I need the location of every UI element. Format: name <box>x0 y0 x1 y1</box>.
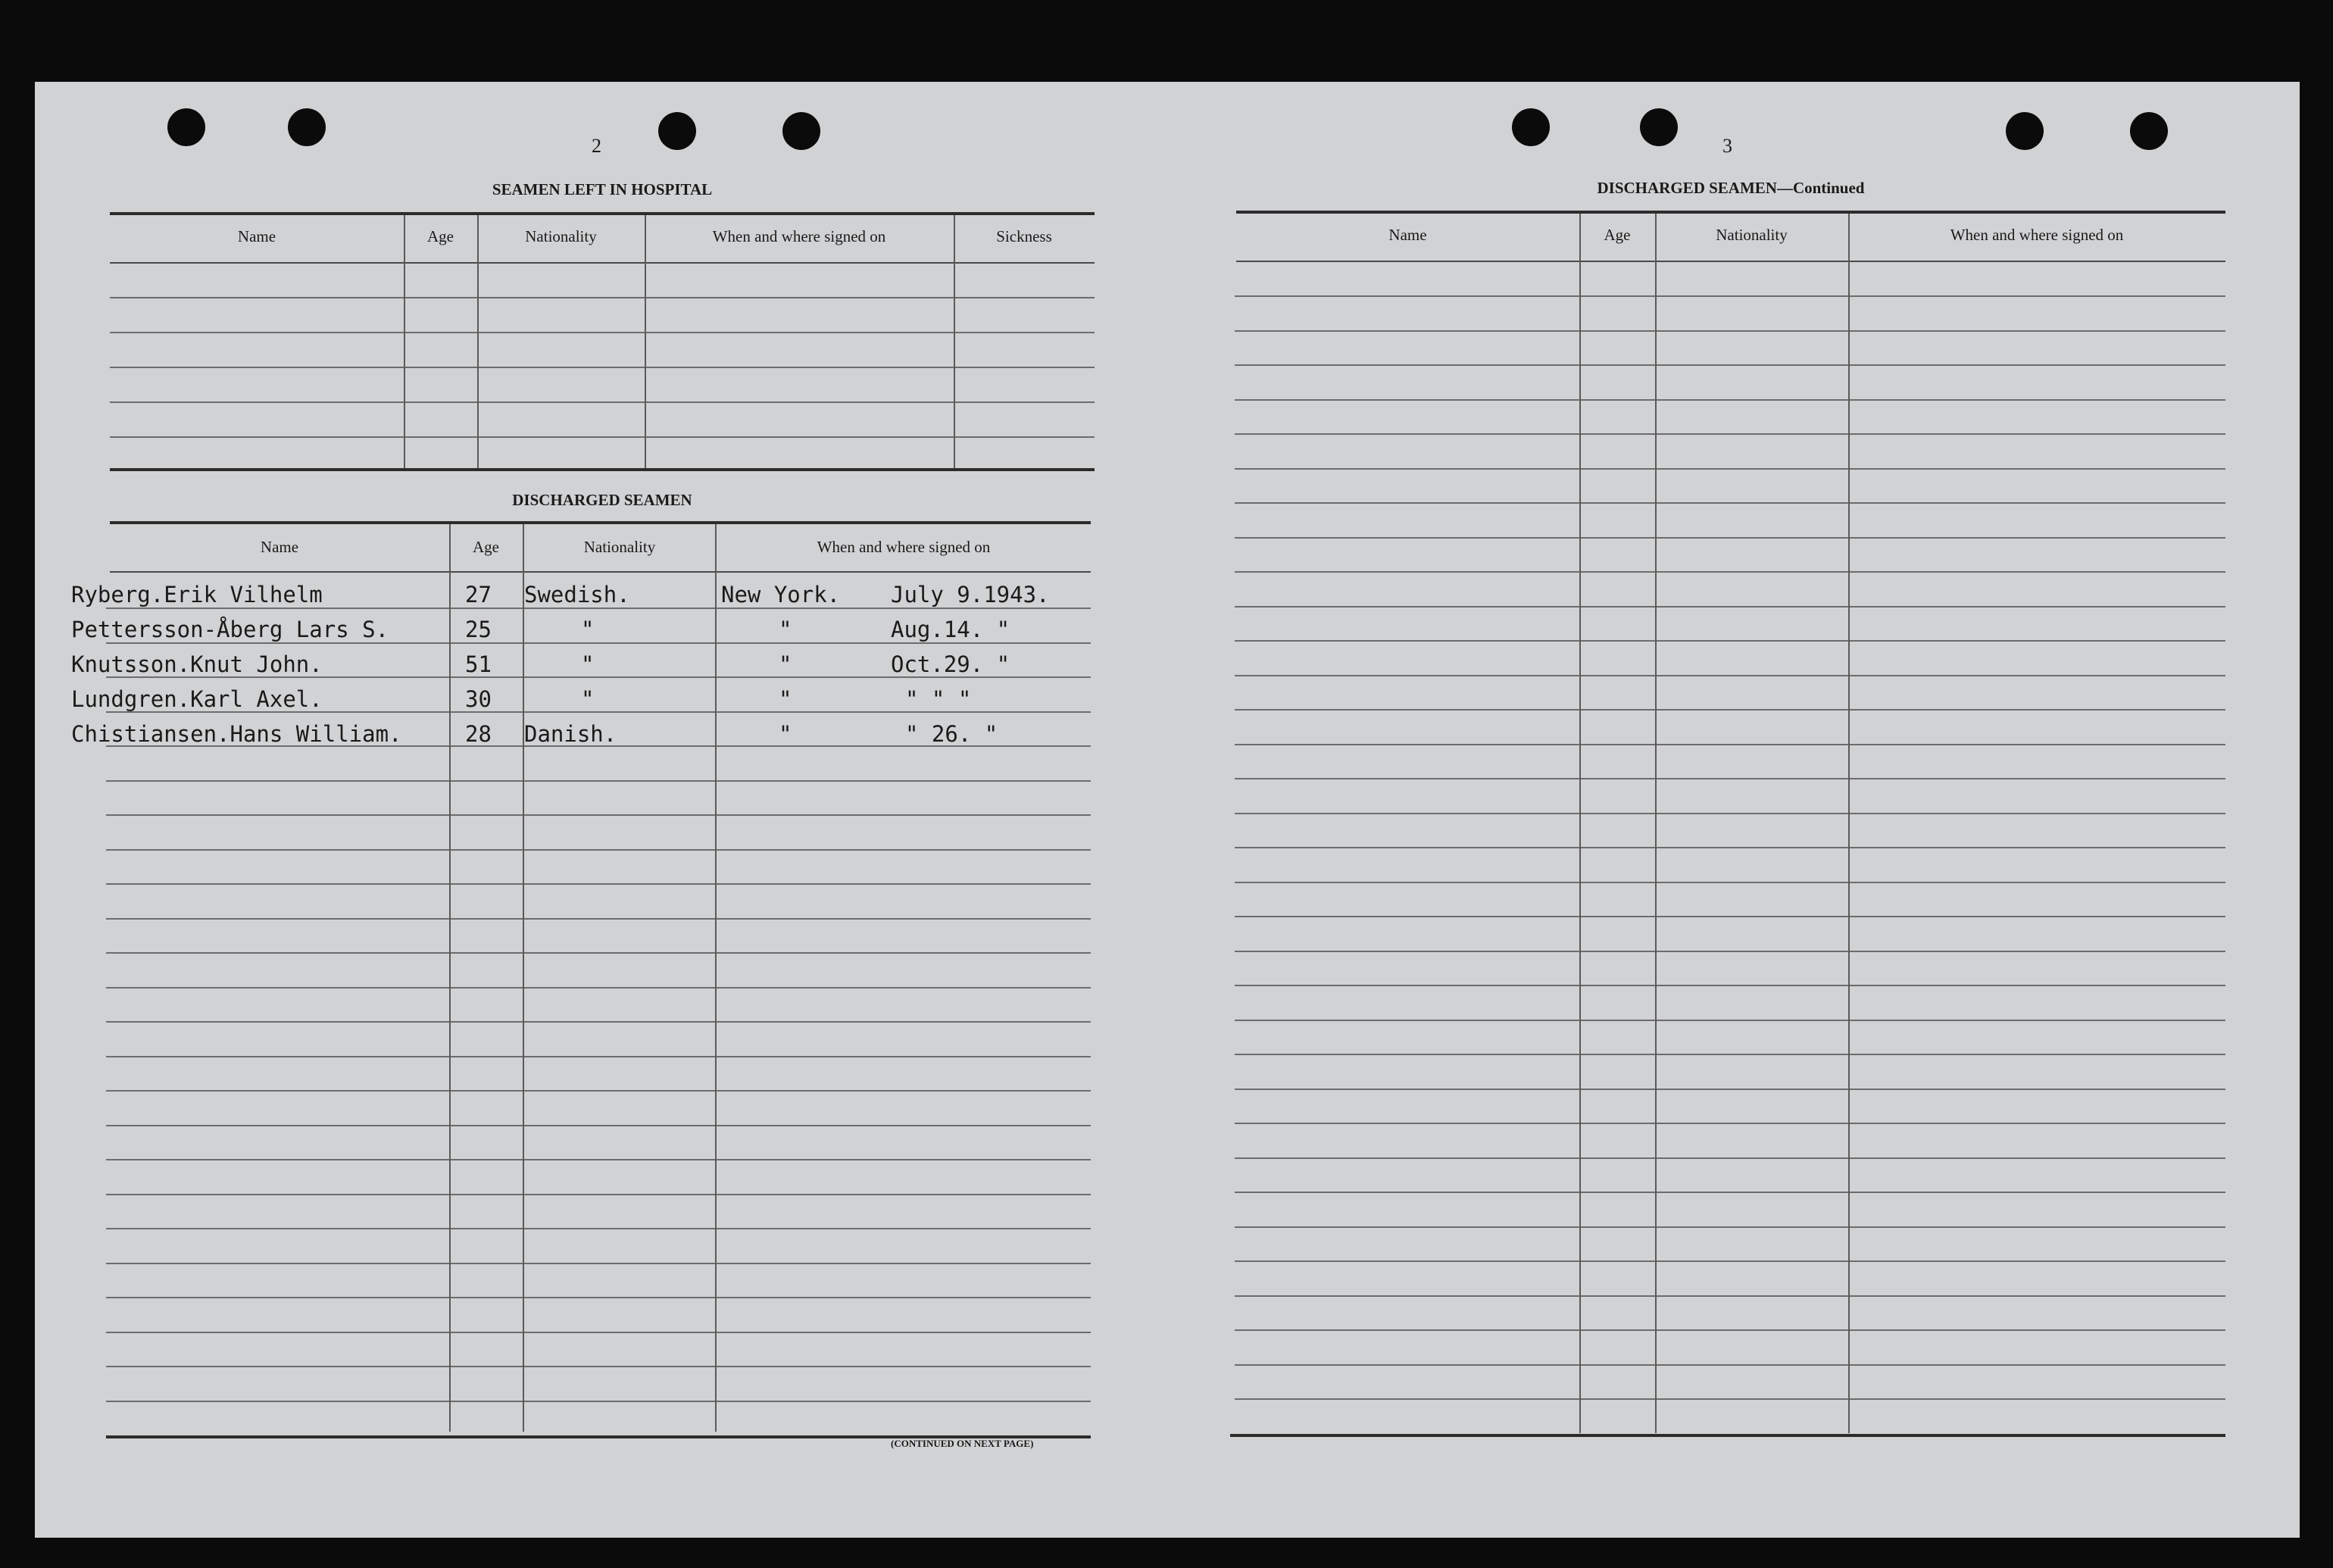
right-header-name: Name <box>1388 226 1427 244</box>
discharged-col-divider <box>715 524 717 1432</box>
ruled-line <box>106 883 1091 885</box>
punch-hole <box>2130 112 2168 150</box>
ruled-line <box>106 849 1091 851</box>
hospital-table-header-rule <box>110 262 1095 264</box>
seaman-age: 30 <box>465 686 492 712</box>
ruled-line <box>106 1366 1091 1367</box>
ruled-line <box>1235 985 2225 986</box>
discharged-section-title: DISCHARGED SEAMEN <box>512 491 692 509</box>
seaman-nationality: " <box>581 686 595 712</box>
ruled-line <box>1235 1398 2225 1400</box>
ruled-line <box>106 1021 1091 1023</box>
hospital-header-sickness: Sickness <box>996 227 1052 245</box>
ruled-line <box>1235 709 2225 711</box>
discharged-header-nationality: Nationality <box>583 538 656 556</box>
ruled-line <box>1235 882 2225 883</box>
right-col-divider <box>1579 214 1581 1433</box>
right-table-top-rule <box>1236 211 2225 214</box>
ruled-line <box>106 1125 1091 1126</box>
punch-hole <box>1512 108 1550 146</box>
ruled-line <box>106 1056 1091 1057</box>
ruled-line <box>1235 1295 2225 1297</box>
hospital-table-row-rule <box>110 367 1095 368</box>
ruled-line <box>106 780 1091 782</box>
right-header-age: Age <box>1604 226 1631 244</box>
signed-on-place: " <box>779 617 792 642</box>
hospital-col-divider <box>645 215 646 468</box>
hospital-col-divider <box>954 215 955 468</box>
ruled-line <box>1235 1089 2225 1090</box>
ruled-line <box>1235 951 2225 952</box>
ruled-line <box>1235 813 2225 814</box>
ruled-line <box>106 1332 1091 1333</box>
ruled-line <box>106 987 1091 989</box>
ruled-line <box>106 1159 1091 1160</box>
ruled-line <box>1235 1020 2225 1021</box>
ruled-line <box>1235 1260 2225 1262</box>
seaman-nationality: " <box>581 651 595 677</box>
ruled-line <box>1235 1157 2225 1159</box>
punch-hole <box>167 108 205 146</box>
punch-hole <box>2006 112 2044 150</box>
signed-on-place: " <box>779 686 792 712</box>
hospital-header-nationality: Nationality <box>525 227 597 245</box>
ruled-line <box>106 1228 1091 1229</box>
discharged-col-divider <box>449 524 451 1432</box>
ruled-line <box>1235 606 2225 608</box>
ruled-line <box>1235 1123 2225 1124</box>
ruled-line <box>1235 1226 2225 1228</box>
hospital-col-divider <box>404 215 405 468</box>
seaman-nationality: Danish. <box>524 721 617 747</box>
signed-on-place: " <box>779 721 792 747</box>
seaman-name: Ryberg.Erik Vilhelm <box>71 582 323 608</box>
discharged-col-divider <box>523 524 524 1432</box>
hospital-header-signed-on: When and where signed on <box>712 227 886 245</box>
discharged-header-signed-on: When and where signed on <box>817 538 991 556</box>
hospital-table-row-rule <box>110 436 1095 438</box>
ruled-line <box>106 608 1091 609</box>
seaman-nationality: " <box>581 617 595 642</box>
right-table-bottom-rule <box>1230 1434 2225 1437</box>
ruled-line <box>106 1297 1091 1298</box>
punch-hole <box>1640 108 1678 146</box>
signed-on-place: " <box>779 651 792 677</box>
discharged-table-top-rule <box>110 521 1091 524</box>
signed-on-date: Aug.14. " <box>891 617 1010 642</box>
ruled-line <box>1235 468 2225 470</box>
hospital-table-row-rule <box>110 297 1095 298</box>
seaman-name: Knutsson.Knut John. <box>71 651 323 677</box>
hospital-table-row-rule <box>110 332 1095 333</box>
punch-hole <box>288 108 326 146</box>
ruled-line <box>106 918 1091 920</box>
ruled-line <box>106 1194 1091 1195</box>
hospital-table-row-rule <box>110 401 1095 403</box>
page-number-right: 3 <box>1722 135 1732 157</box>
right-col-divider <box>1848 214 1850 1433</box>
seaman-name: Pettersson-Åberg Lars S. <box>71 617 389 642</box>
seaman-name: Lundgren.Karl Axel. <box>71 686 323 712</box>
signed-on-date: " " " <box>905 686 972 712</box>
signed-on-date: July 9.1943. <box>891 582 1050 608</box>
seaman-age: 27 <box>465 582 492 608</box>
ruled-line <box>1235 744 2225 745</box>
signed-on-place: New York. <box>721 582 841 608</box>
hospital-col-divider <box>477 215 479 468</box>
ruled-line <box>1235 1054 2225 1055</box>
ruled-line <box>1235 364 2225 366</box>
document-sheet <box>35 82 2300 1538</box>
hospital-section-title: SEAMEN LEFT IN HOSPITAL <box>492 180 713 198</box>
ruled-line <box>1235 1329 2225 1331</box>
discharged-table-header-rule <box>110 571 1091 573</box>
ruled-line <box>106 814 1091 816</box>
right-col-divider <box>1655 214 1657 1433</box>
right-table-header-rule <box>1236 261 2225 262</box>
ruled-line <box>1235 537 2225 539</box>
right-header-signed-on: When and where signed on <box>1950 226 2124 244</box>
seaman-nationality: Swedish. <box>524 582 630 608</box>
ruled-line <box>1235 502 2225 504</box>
ruled-line <box>1235 1192 2225 1193</box>
ruled-line <box>1235 330 2225 332</box>
ruled-line <box>1235 847 2225 848</box>
ruled-line <box>1235 778 2225 779</box>
ruled-line <box>106 1090 1091 1092</box>
signed-on-date: " 26. " <box>905 721 998 747</box>
page-number-left: 2 <box>592 135 601 157</box>
right-header-nationality: Nationality <box>1716 226 1788 244</box>
discharged-header-name: Name <box>260 538 299 556</box>
seaman-name: Chistiansen.Hans William. <box>71 721 402 747</box>
ruled-line <box>1235 571 2225 573</box>
signed-on-date: Oct.29. " <box>891 651 1010 677</box>
ruled-line <box>1235 1364 2225 1366</box>
seaman-age: 25 <box>465 617 492 642</box>
seaman-age: 51 <box>465 651 492 677</box>
ruled-line <box>1235 433 2225 435</box>
punch-hole <box>782 112 820 150</box>
continued-note: (CONTINUED ON NEXT PAGE) <box>891 1438 1034 1449</box>
hospital-table-bottom-rule <box>110 468 1095 471</box>
ruled-line <box>1235 675 2225 676</box>
ruled-line <box>1235 640 2225 642</box>
hospital-table-top-rule <box>110 212 1095 215</box>
discharged-header-age: Age <box>473 538 499 556</box>
seaman-age: 28 <box>465 721 492 747</box>
hospital-header-age: Age <box>427 227 454 245</box>
ruled-line <box>1235 399 2225 401</box>
discharged-continued-title: DISCHARGED SEAMEN—Continued <box>1597 179 1865 197</box>
ruled-line <box>1235 916 2225 917</box>
ruled-line <box>1235 295 2225 297</box>
hospital-header-name: Name <box>237 227 276 245</box>
ruled-line <box>106 1401 1091 1402</box>
ruled-line <box>106 1263 1091 1264</box>
ruled-line <box>106 952 1091 954</box>
punch-hole <box>658 112 696 150</box>
